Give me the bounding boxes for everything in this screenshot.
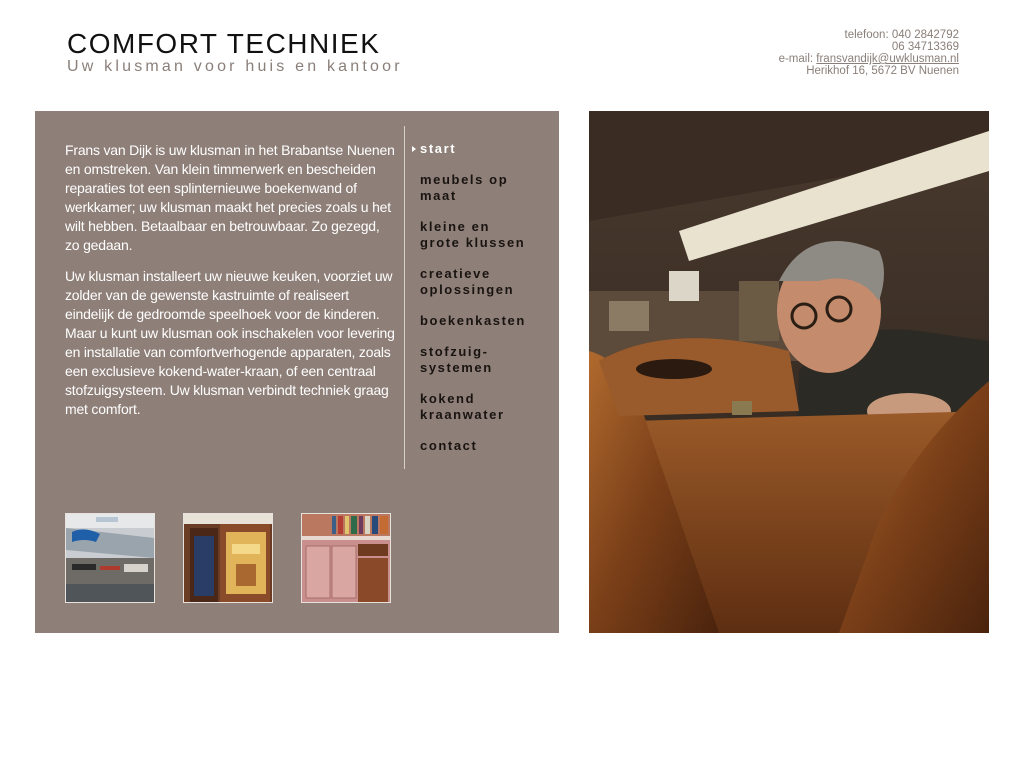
thumbnail-bookcase[interactable]: [301, 513, 391, 603]
intro-text: [65, 141, 395, 431]
site-title: COMFORT TECHNIEK: [67, 28, 381, 59]
nav-label: stofzuig-: [420, 344, 489, 359]
craftsman-image: [589, 111, 989, 633]
mobile-number: 06 34713369: [891, 41, 959, 53]
nav-item-start[interactable]: [420, 141, 550, 157]
bookcase-image: [302, 514, 390, 602]
cabinet-image: [184, 514, 272, 602]
main-nav: [420, 141, 550, 469]
nav-label: kleine en: [420, 219, 491, 234]
nav-label: kokend: [420, 391, 476, 406]
nav-item-kokend-kraanwater[interactable]: [420, 391, 550, 423]
contact-info: [779, 29, 959, 77]
nav-item-stofzuigsystemen[interactable]: [420, 344, 550, 376]
nav-divider: [404, 126, 405, 469]
email-label: e-mail:: [778, 53, 814, 65]
nav-label: kraanwater: [420, 407, 505, 422]
site-tagline: Uw klusman voor huis en kantoor: [67, 58, 403, 75]
intro-paragraph-1: Frans van Dijk is uw klusman in het Brabantse Nuenen en omstreken. Van klein timmerwerk en bescheiden reparaties tot een splinternieuwe boekenwand of werkkamer; uw klusman maakt het precies zoals u het wilt hebben. Betaalbaar en betrouwbaar. Zo gezegd, zo gedaan.: [65, 142, 395, 253]
nav-item-kleine-en-grote-klussen[interactable]: [420, 219, 550, 251]
nav-item-contact[interactable]: [420, 438, 550, 454]
hero-photo: [589, 111, 989, 633]
nav-label: creatieve: [420, 266, 491, 281]
phone-line: [779, 29, 959, 41]
email-line: [779, 53, 959, 65]
nav-item-meubels-op-maat[interactable]: [420, 172, 550, 204]
thumbnail-drawer[interactable]: [65, 513, 155, 603]
nav-label: grote klussen: [420, 235, 526, 250]
intro-paragraph-2: Uw klusman installeert uw nieuwe keuken, voorziet uw zolder van de gewenste kastruimte of realiseert eindelijk de gedroomde speelhoek voor de kinderen. Maar u kunt uw klusman ook inschakelen voor levering en installatie van comfortverhogende apparaten, zoals een exclusieve kokend-water-kraan, of een centraal stofzuigsysteem. Uw klusman verbindt techniek graag met comfort.: [65, 268, 395, 417]
address: Herikhof 16, 5672 BV Nuenen: [806, 65, 959, 77]
drawer-image: [66, 514, 154, 602]
nav-label: contact: [420, 438, 478, 453]
nav-label: oplossingen: [420, 282, 515, 297]
thumbnail-cabinet[interactable]: [183, 513, 273, 603]
nav-label: start: [420, 141, 457, 156]
phone-number: 040 2842792: [891, 29, 959, 41]
nav-label: maat: [420, 188, 457, 203]
nav-label: meubels op: [420, 172, 509, 187]
nav-label: boekenkasten: [420, 313, 526, 328]
content-panel: [35, 111, 559, 633]
brand: [67, 28, 403, 76]
nav-item-creatieve-oplossingen[interactable]: [420, 266, 550, 298]
email-link[interactable]: fransvandijk@uwklusman.nl: [816, 53, 959, 65]
nav-label: systemen: [420, 360, 493, 375]
phone-label: telefoon:: [844, 29, 889, 41]
nav-item-boekenkasten[interactable]: [420, 313, 550, 329]
